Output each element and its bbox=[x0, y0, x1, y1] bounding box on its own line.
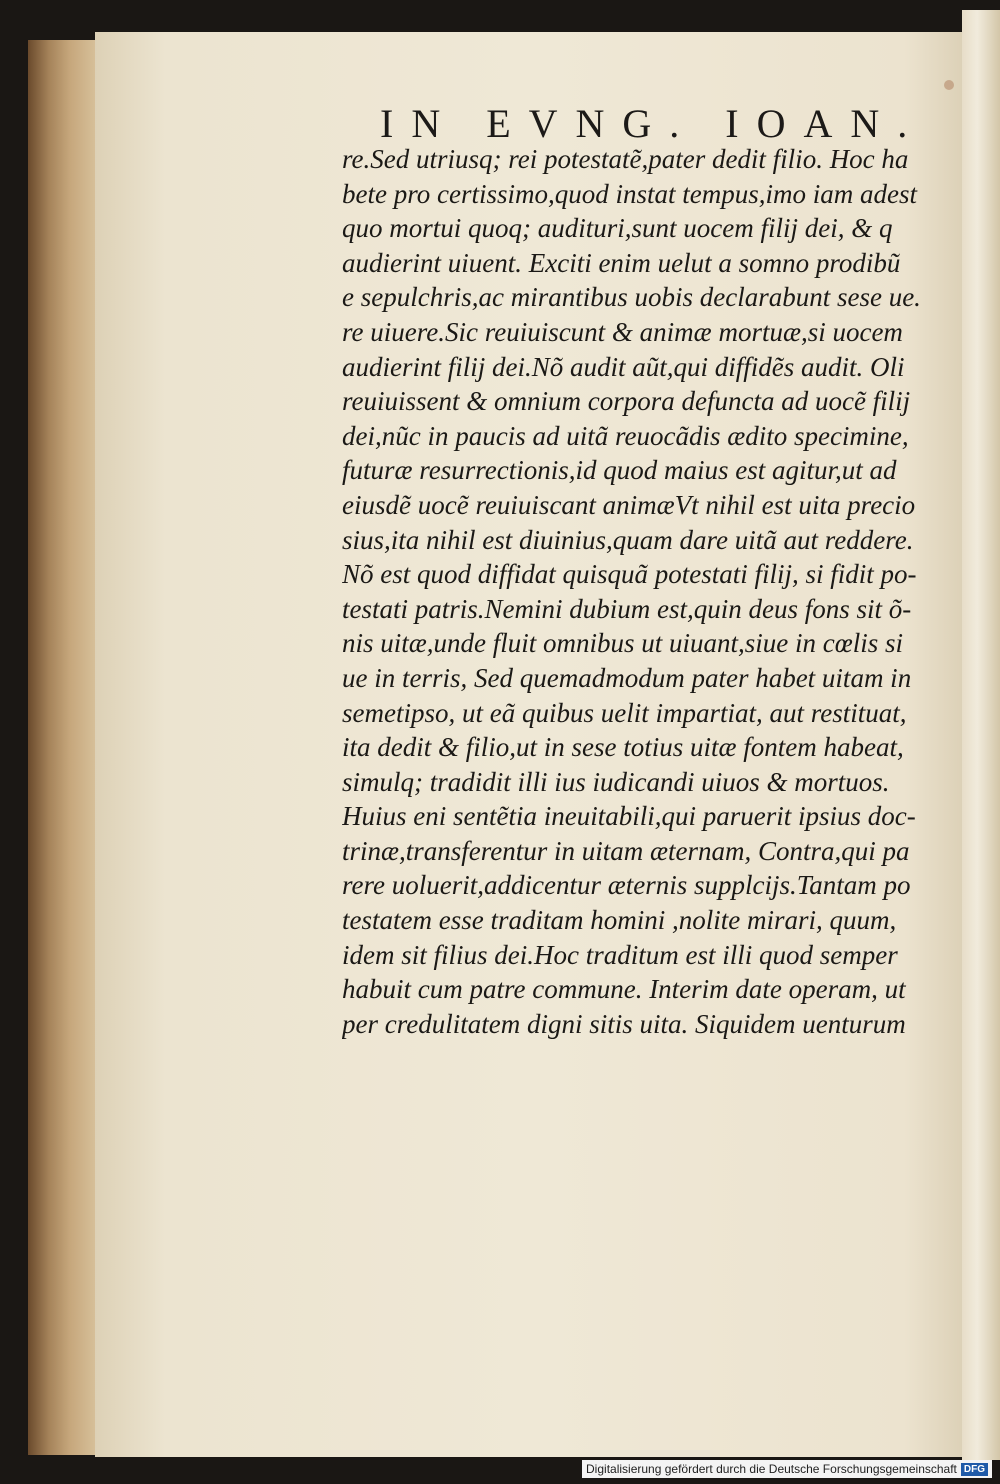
credit-text: Digitalisierung gefördert durch die Deutsche Forschungsgemeinschaft bbox=[586, 1462, 957, 1476]
text-line: ita dedit & filio,ut in sese totius uitæ fontem habeat, bbox=[342, 732, 904, 763]
text-line: nis uitæ,unde fluit omnibus ut uiuant,siue in cœlis si bbox=[342, 628, 904, 659]
text-line: trinæ,transferentur in uitam æternam, Contra,qui pa bbox=[342, 835, 910, 866]
text-line: testati patris.Nemini dubium est,quin deus fons sit õ- bbox=[342, 593, 912, 624]
text-line: rere uoluerit,addicentur æternis supplcijs.Tantam po bbox=[342, 870, 911, 901]
text-line: sius,ita nihil est diuinius,quam dare uitã aut reddere. bbox=[342, 524, 914, 555]
text-line: audierint uiuent. Exciti enim uelut a somno prodibũ bbox=[342, 247, 901, 278]
text-line: futuræ resurrectionis,id quod maius est agitur,ut ad bbox=[342, 455, 897, 486]
text-line: re uiuere.Sic reuiuiscunt & animæ mortuæ,si uocem bbox=[342, 316, 903, 347]
text-line: testatem esse traditam homini ,nolite mirari, quum, bbox=[342, 905, 897, 936]
text-line: Huius eni sentẽtia ineuitabili,qui paruerit ipsius doc- bbox=[342, 801, 916, 832]
book-fore-edge bbox=[28, 40, 98, 1455]
text-line: semetipso, ut eã quibus uelit impartiat, aut restituat, bbox=[342, 697, 907, 728]
text-line: idem sit filius dei.Hoc traditum est illi quod semper bbox=[342, 939, 898, 970]
text-line: re.Sed utriusq; rei potestatẽ,pater dedit filio. Hoc ha bbox=[342, 144, 909, 174]
text-line: ue in terris, Sed quemadmodum pater habet uitam in bbox=[342, 662, 912, 693]
text-line: audierint filij dei.Nõ audit aũt,qui diffidẽs audit. Oli bbox=[342, 351, 905, 382]
running-head: IN EVNG. IOAN. bbox=[380, 101, 926, 146]
paper-stain bbox=[944, 80, 954, 90]
text-line: eiusdẽ uocẽ reuiuiscant animæVt nihil est uita precio bbox=[342, 489, 916, 520]
text-line: reuiuissent & omnium corpora defuncta ad uocẽ filij bbox=[342, 386, 911, 417]
text-line: Nõ est quod diffidat quisquã potestati filij, si fidit po- bbox=[342, 559, 917, 590]
text-line: dei,nũc in paucis ad uitã reuocãdis ædito specimine, bbox=[342, 420, 909, 451]
text-line: habuit cum patre commune. Interim date operam, ut bbox=[342, 974, 906, 1005]
text-line: simulq; tradidit illi ius iudicandi uiuos & mortuos. bbox=[342, 766, 890, 797]
text-line: e sepulchris,ac mirantibus uobis declarabunt sese ue. bbox=[342, 282, 921, 313]
text-block bbox=[342, 142, 962, 1041]
text-line: per credulitatem digni sitis uita. Siquidem uenturum bbox=[342, 1008, 906, 1039]
text-line: quo mortui quoq; audituri,sunt uocem filij dei, & q bbox=[342, 213, 893, 244]
page-gutter-edge bbox=[962, 10, 1000, 1460]
dfg-logo: DFG bbox=[961, 1463, 988, 1476]
digitization-credit bbox=[582, 1460, 992, 1478]
text-line: bete pro certissimo,quod instat tempus,imo iam adest bbox=[342, 178, 917, 209]
